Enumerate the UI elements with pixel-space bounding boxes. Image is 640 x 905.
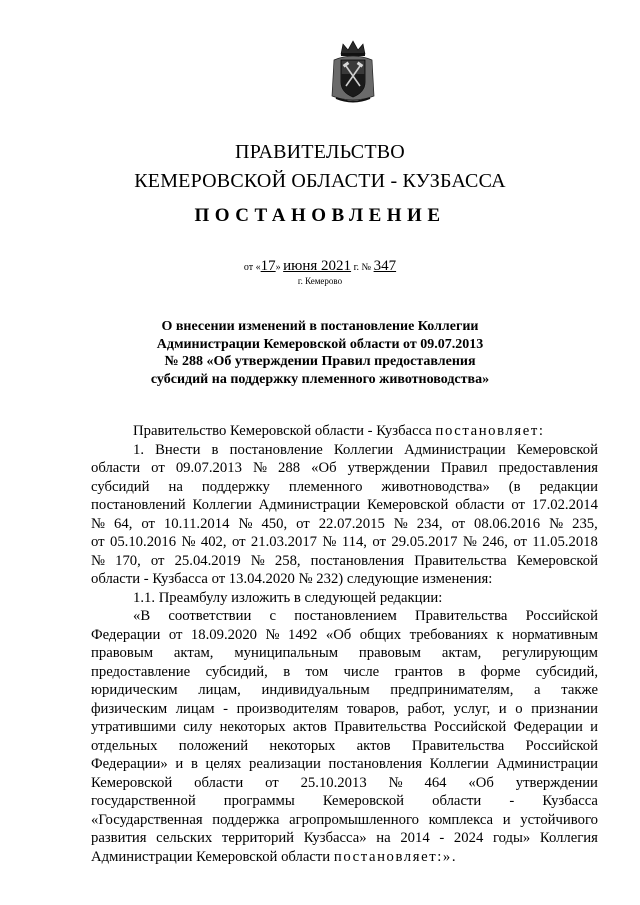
- word: нормативным: [512, 626, 598, 643]
- word: от: [265, 774, 279, 791]
- word: Кемеровской: [516, 441, 598, 458]
- word: реализации: [249, 756, 321, 772]
- word: Российской: [525, 608, 598, 624]
- word: 29.05.2017: [391, 534, 458, 550]
- word: №: [238, 515, 253, 532]
- body-line: 1.1. Преамбулу изложить в следующей редакции:: [133, 589, 443, 606]
- word: в: [211, 441, 219, 458]
- word: актам,: [173, 645, 214, 661]
- word: субсидий,: [205, 663, 268, 680]
- word: целях: [205, 756, 242, 772]
- word: силу: [183, 719, 213, 735]
- word: от: [168, 626, 183, 643]
- word: производителям: [236, 700, 339, 717]
- word: некоторых: [269, 737, 336, 754]
- word: субсидий: [91, 478, 150, 495]
- document-type: ПОСТАНОВЛЕНИЕ: [194, 205, 446, 226]
- word: -: [509, 793, 515, 809]
- quote-line: [91, 792, 598, 811]
- coat-of-arms-emblem: [330, 38, 376, 106]
- word: 25.10.2013: [300, 774, 367, 791]
- word: 246,: [482, 534, 508, 550]
- word: постановления: [328, 756, 422, 772]
- word: юридическим: [91, 682, 178, 698]
- date-mid: »: [275, 262, 281, 273]
- word: соответствии: [168, 608, 252, 624]
- intro-text: Правительство Кемеровской области - Кузбасса: [133, 423, 432, 439]
- word: признании: [531, 700, 598, 717]
- body-line: [91, 552, 598, 571]
- word: Федерации»: [91, 756, 168, 772]
- intro-resolves: постановляет:: [435, 423, 545, 439]
- word: 114,: [341, 534, 367, 550]
- word: агропромышленного: [289, 811, 419, 828]
- word: от: [141, 515, 155, 532]
- word: услуг,: [453, 700, 491, 717]
- word: актов: [292, 719, 327, 735]
- word: поддержку: [201, 478, 270, 495]
- word: на: [168, 478, 183, 495]
- word: №: [388, 774, 403, 791]
- word: к: [496, 626, 504, 643]
- word: Федерации: [513, 719, 583, 735]
- word: Кемеровской: [367, 497, 449, 513]
- word: Российской: [525, 737, 598, 754]
- word: Правительства: [411, 737, 505, 754]
- word: индивидуальным: [261, 682, 370, 698]
- word: 402,: [200, 534, 227, 550]
- word: Внести: [155, 441, 201, 458]
- word: Правительства: [414, 608, 508, 624]
- word: муниципальным: [234, 645, 338, 661]
- word: развития: [91, 830, 147, 846]
- government-name-line2: КЕМЕРОВСКОЙ ОБЛАСТИ - КУЗБАССА: [134, 170, 506, 192]
- word: Коллегия: [539, 830, 598, 846]
- word: утверждении: [515, 774, 598, 791]
- body-line: [91, 441, 598, 460]
- intro-line: [91, 422, 598, 441]
- word: (в: [508, 478, 521, 495]
- word: 258,: [274, 552, 301, 569]
- body-line: [91, 496, 598, 515]
- word: Правительства: [414, 552, 507, 569]
- word: устойчивого: [520, 811, 598, 828]
- document-body: [91, 422, 598, 866]
- word: 11.05.2018: [532, 534, 598, 550]
- date-day: 17: [260, 258, 276, 274]
- body-line: [91, 459, 598, 478]
- word: -: [223, 700, 229, 717]
- quote-line: [91, 663, 598, 682]
- word: Кемеровской: [516, 552, 598, 569]
- word: Российской: [433, 719, 507, 735]
- word: области: [455, 497, 505, 513]
- word: постановлений: [91, 497, 186, 513]
- word: работ,: [407, 700, 446, 717]
- word: от: [513, 534, 527, 550]
- word: 21.03.2017: [250, 534, 318, 550]
- word: Администрации: [496, 756, 598, 772]
- word: на: [376, 830, 391, 846]
- word: племенного: [288, 478, 363, 495]
- quote-line: [91, 607, 598, 626]
- word: постановлением: [294, 608, 397, 624]
- word: некоторых: [219, 719, 286, 735]
- word: программы: [223, 793, 295, 809]
- word: от: [451, 515, 466, 532]
- word: 22.07.2015: [318, 515, 385, 532]
- date-suffix: г.: [353, 262, 360, 273]
- word: области: [91, 460, 141, 476]
- government-name-line1: ПРАВИТЕЛЬСТВО: [235, 141, 405, 163]
- quote-line: [91, 718, 598, 737]
- word: 05.10.2016: [109, 534, 177, 550]
- word: №: [549, 515, 564, 532]
- word: 17.02.2014: [531, 497, 598, 513]
- word: 64,: [114, 515, 133, 532]
- word: 10.11.2014: [163, 515, 230, 532]
- date-month-year: июня 2021: [283, 258, 352, 274]
- word: сельских: [156, 830, 213, 846]
- word: от: [151, 460, 165, 476]
- word: редакции: [539, 478, 598, 495]
- word: предоставление: [91, 663, 191, 680]
- body-line: области - Кузбасса от 13.04.2020 № 232) следующие изменения:: [91, 571, 493, 587]
- word: том: [305, 663, 329, 680]
- word: №: [393, 515, 408, 532]
- title-line: Администрации Кемеровской области от 09.07.2013: [156, 336, 484, 352]
- word: 450,: [261, 515, 288, 532]
- word: 09.07.2013: [175, 460, 242, 476]
- word: от: [511, 497, 525, 513]
- word: отдельных: [91, 737, 158, 754]
- quote-line: [91, 774, 598, 793]
- word: №: [322, 534, 337, 550]
- word: Правительства: [334, 719, 427, 735]
- word: с: [269, 608, 277, 624]
- quote-line: [91, 737, 598, 756]
- word: 170,: [115, 552, 141, 569]
- word: Коллегии: [192, 497, 252, 513]
- quote-line: [91, 700, 598, 719]
- word: №: [181, 534, 196, 550]
- word: №: [265, 626, 280, 643]
- date-prefix: от «: [243, 262, 261, 273]
- quote-last-text: Администрации Кемеровской области: [91, 848, 331, 865]
- word: 464: [424, 774, 447, 791]
- word: общих: [359, 626, 402, 643]
- quote-resolves: постановляет:».: [333, 848, 458, 865]
- word: Кемеровской: [322, 793, 405, 809]
- word: от: [372, 534, 386, 550]
- word: требованиях: [409, 626, 488, 643]
- word: 08.06.2016: [474, 515, 541, 532]
- word: постановление: [229, 441, 323, 458]
- word: грантов: [394, 663, 443, 680]
- word: №: [91, 515, 106, 532]
- title-line: субсидий на поддержку племенного животноводства»: [150, 371, 490, 387]
- city: г. Кемерово: [297, 276, 343, 286]
- word: положений: [178, 737, 249, 754]
- word: числе: [343, 663, 380, 680]
- word: и: [590, 719, 598, 735]
- word: от: [150, 552, 165, 569]
- word: Администрации: [258, 497, 361, 513]
- word: 1.: [133, 441, 145, 458]
- word: №: [250, 552, 265, 569]
- word: 234,: [416, 515, 443, 532]
- title-line: № 288 «Об утверждении Правил предоставления: [164, 354, 476, 369]
- word: области: [194, 774, 244, 791]
- word: №: [91, 552, 106, 569]
- word: лицам,: [198, 682, 241, 698]
- word: «Об: [468, 774, 494, 791]
- word: постановления: [310, 552, 405, 569]
- quote-line: [91, 755, 598, 774]
- word: предоставления: [498, 460, 598, 476]
- number-label: №: [361, 262, 372, 273]
- document-number: 347: [373, 258, 397, 274]
- word: «Об: [311, 460, 337, 476]
- word: поддержка: [212, 811, 280, 828]
- word: 18.09.2020: [190, 626, 258, 643]
- word: области: [432, 793, 482, 809]
- quote-line: [91, 681, 598, 700]
- word: «В: [133, 608, 151, 624]
- word: и: [502, 811, 511, 828]
- word: правовым: [91, 645, 153, 661]
- word: в: [283, 663, 291, 680]
- quote-line: [91, 626, 598, 645]
- word: Коллегии: [333, 441, 394, 458]
- word: также: [561, 682, 598, 698]
- word: и: [498, 700, 507, 717]
- quote-line: [91, 811, 598, 830]
- word: от: [296, 515, 310, 532]
- word: физическим: [91, 700, 168, 717]
- word: от: [231, 534, 246, 550]
- word: утратившими: [91, 719, 176, 735]
- word: в: [190, 756, 198, 772]
- word: товаров,: [346, 700, 399, 717]
- word: актов: [356, 737, 391, 754]
- title-line: О внесении изменений в постановление Коллегии: [161, 319, 479, 334]
- word: №: [462, 534, 477, 550]
- word: 25.04.2019: [174, 552, 241, 569]
- word: территорий: [221, 830, 295, 846]
- word: 2014: [400, 830, 430, 846]
- word: правовым: [358, 645, 421, 661]
- quote-line: [91, 829, 598, 848]
- word: годы»: [492, 830, 531, 846]
- word: -: [439, 830, 445, 846]
- word: лицам: [175, 700, 215, 717]
- word: Федерации: [91, 626, 161, 643]
- word: утверждении: [347, 460, 430, 476]
- word: предпринимателям,: [390, 682, 514, 698]
- word: субсидий,: [535, 663, 598, 680]
- word: 288: [278, 460, 301, 476]
- word: комплекса: [428, 811, 494, 828]
- word: государственной: [91, 793, 196, 809]
- word: «Об: [325, 626, 352, 643]
- word: 1492: [288, 626, 318, 643]
- word: в: [458, 663, 466, 680]
- date-number-line: [0, 258, 640, 275]
- word: и: [175, 756, 184, 772]
- word: а: [534, 682, 541, 698]
- word: актам,: [441, 645, 482, 661]
- word: Правил: [440, 460, 488, 476]
- word: Коллегии: [429, 756, 489, 772]
- body-line: [91, 515, 598, 534]
- word: №: [252, 460, 267, 476]
- word: форме: [480, 663, 521, 680]
- word: 2024: [453, 830, 484, 846]
- word: Кузбасса: [542, 793, 598, 809]
- word: о: [515, 700, 523, 717]
- word: Администрации: [404, 441, 506, 458]
- word: 235,: [572, 515, 598, 532]
- word: животноводства»: [381, 478, 490, 495]
- word: Кемеровской: [91, 774, 173, 791]
- quote-line: [91, 644, 598, 663]
- word: от: [91, 534, 105, 550]
- quote-last-line: [91, 848, 598, 867]
- body-line: [91, 533, 598, 552]
- word: «Государственная: [91, 811, 203, 828]
- document-title: [80, 318, 560, 388]
- word: регулирующим: [502, 645, 598, 661]
- word: Кузбасса»: [303, 830, 367, 846]
- body-line: [91, 478, 598, 497]
